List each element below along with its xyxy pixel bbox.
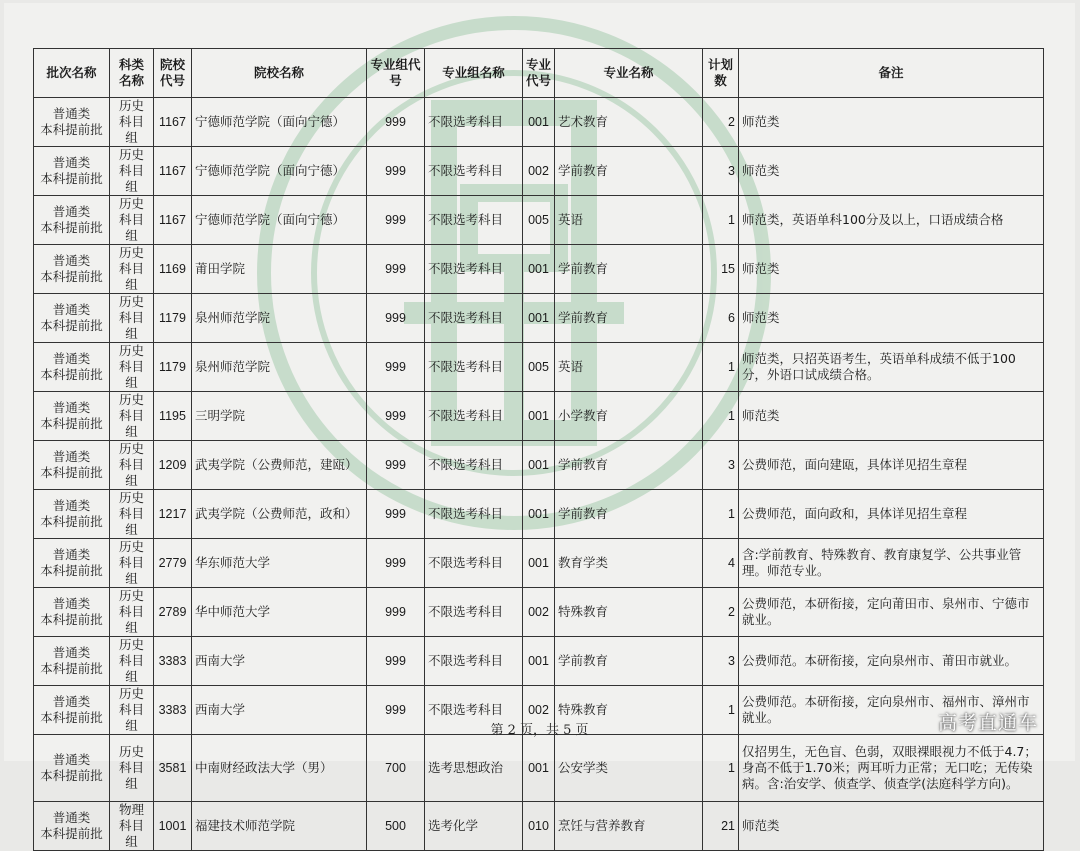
group-name-cell: 不限选考科目 [425,343,523,392]
subject-line1: 历史 [118,245,144,260]
major-code-cell: 001 [523,441,555,490]
school-code-cell: 1217 [154,490,192,539]
school-code-cell: 1001 [154,802,192,851]
subject-line2: 科目组 [118,408,144,439]
batch-line2: 本科提前批 [40,318,103,333]
subject-line1: 历史 [118,539,144,554]
note-cell: 师范类，只招英语考生，英语单科成绩不低于100分，外语口试成绩合格。 [739,343,1044,392]
subject-line1: 历史 [118,744,144,759]
batch-line1: 普通类 [52,645,91,660]
table-row [34,147,1044,196]
school-name-cell: 三明学院 [192,392,367,441]
note-cell: 含:学前教育、特殊教育、教育康复学、公共事业管理。师范专业。 [739,539,1044,588]
major-name-cell: 学前教育 [555,490,703,539]
subject-cell [110,392,154,441]
group-code-cell: 999 [367,196,425,245]
major-name-cell: 学前教育 [555,441,703,490]
batch-line2: 本科提前批 [40,416,103,431]
group-name-cell: 不限选考科目 [425,539,523,588]
group-code-cell: 999 [367,245,425,294]
school-code-cell: 1195 [154,392,192,441]
note-cell: 公费师范。本研衔接，定向泉州市、莆田市就业。 [739,637,1044,686]
batch-line2: 本科提前批 [40,710,103,725]
major-name-cell: 公安学类 [555,735,703,802]
batch-line1: 普通类 [52,810,91,825]
group-name-cell: 不限选考科目 [425,441,523,490]
table-row [34,343,1044,392]
header-major-name: 专业名称 [555,49,703,98]
school-code-cell: 1167 [154,147,192,196]
subject-line1: 物理 [118,802,144,817]
subject-cell [110,147,154,196]
subject-line1: 历史 [118,98,144,113]
batch-cell [34,588,110,637]
note-cell: 师范类 [739,245,1044,294]
group-code-cell: 999 [367,637,425,686]
batch-cell [34,392,110,441]
subject-line1: 历史 [118,147,144,162]
note-cell: 公费师范，面向政和，具体详见招生章程 [739,490,1044,539]
group-code-cell: 999 [367,539,425,588]
group-code-cell: 700 [367,735,425,802]
batch-line2: 本科提前批 [40,563,103,578]
subject-line2: 科目组 [118,653,144,684]
major-code-cell: 005 [523,343,555,392]
major-code-cell: 001 [523,98,555,147]
group-name-cell: 不限选考科目 [425,686,523,735]
header-subject: 科类名称 [110,49,154,98]
major-code-cell: 010 [523,802,555,851]
school-name-cell: 莆田学院 [192,245,367,294]
subject-cell [110,98,154,147]
batch-line2: 本科提前批 [40,269,103,284]
plan-count-cell: 1 [703,490,739,539]
school-code-cell: 1179 [154,294,192,343]
school-name-cell: 宁德师范学院（面向宁德） [192,196,367,245]
school-code-cell: 3581 [154,735,192,802]
major-code-cell: 001 [523,294,555,343]
subject-line2: 科目组 [118,555,144,586]
subject-cell [110,294,154,343]
school-code-cell: 1169 [154,245,192,294]
batch-cell [34,98,110,147]
major-name-cell: 特殊教育 [555,588,703,637]
batch-line2: 本科提前批 [40,465,103,480]
batch-cell [34,637,110,686]
school-code-cell: 1179 [154,343,192,392]
batch-cell [34,441,110,490]
note-cell: 师范类 [739,98,1044,147]
school-code-cell: 3383 [154,637,192,686]
group-code-cell: 500 [367,802,425,851]
batch-line1: 普通类 [52,694,91,709]
group-code-cell: 999 [367,588,425,637]
subject-line1: 历史 [118,441,144,456]
school-code-cell: 2789 [154,588,192,637]
school-code-cell: 1167 [154,196,192,245]
major-name-cell: 教育学类 [555,539,703,588]
table-row [34,539,1044,588]
school-code-cell: 1167 [154,98,192,147]
subject-line2: 科目组 [118,702,144,733]
brand-watermark: 高考直通车 [937,712,1038,734]
plan-count-cell: 3 [703,147,739,196]
plan-count-cell: 21 [703,802,739,851]
batch-cell [34,539,110,588]
table-row [34,588,1044,637]
plan-count-cell: 1 [703,735,739,802]
plan-count-cell: 2 [703,98,739,147]
group-code-cell: 999 [367,98,425,147]
group-code-cell: 999 [367,343,425,392]
note-cell: 师范类 [739,392,1044,441]
subject-line2: 科目组 [118,359,144,390]
school-name-cell: 武夷学院（公费师范，政和） [192,490,367,539]
subject-cell [110,245,154,294]
group-name-cell: 不限选考科目 [425,588,523,637]
subject-line1: 历史 [118,196,144,211]
subject-line2: 科目组 [118,261,144,292]
plan-count-cell: 4 [703,539,739,588]
plan-count-cell: 3 [703,441,739,490]
subject-line2: 科目组 [118,212,144,243]
major-code-cell: 005 [523,196,555,245]
school-name-cell: 西南大学 [192,686,367,735]
table-row [34,802,1044,851]
group-code-cell: 999 [367,392,425,441]
major-code-cell: 001 [523,245,555,294]
batch-line2: 本科提前批 [40,514,103,529]
subject-line1: 历史 [118,490,144,505]
major-code-cell: 001 [523,392,555,441]
batch-cell [34,294,110,343]
batch-line1: 普通类 [52,204,91,219]
school-code-cell: 1209 [154,441,192,490]
major-code-cell: 001 [523,539,555,588]
group-name-cell: 不限选考科目 [425,637,523,686]
batch-line2: 本科提前批 [40,612,103,627]
group-code-cell: 999 [367,490,425,539]
school-name-cell: 武夷学院（公费师范，建瓯） [192,441,367,490]
header-major-code: 专业代号 [523,49,555,98]
group-code-cell: 999 [367,147,425,196]
group-name-cell: 不限选考科目 [425,490,523,539]
subject-line2: 科目组 [118,163,144,194]
subject-line2: 科目组 [118,114,144,145]
batch-line2: 本科提前批 [40,171,103,186]
subject-line1: 历史 [118,343,144,358]
major-code-cell: 001 [523,637,555,686]
subject-cell [110,637,154,686]
school-name-cell: 泉州师范学院 [192,343,367,392]
school-name-cell: 宁德师范学院（面向宁德） [192,98,367,147]
major-name-cell: 艺术教育 [555,98,703,147]
major-code-cell: 001 [523,735,555,802]
plan-count-cell: 15 [703,245,739,294]
subject-cell [110,588,154,637]
subject-cell [110,735,154,802]
plan-count-cell: 1 [703,392,739,441]
table-row [34,490,1044,539]
subject-cell [110,441,154,490]
table-row [34,637,1044,686]
header-group-code: 专业组代号 [367,49,425,98]
table-row [34,245,1044,294]
plan-count-cell: 3 [703,637,739,686]
batch-line1: 普通类 [52,547,91,562]
batch-line1: 普通类 [52,106,91,121]
batch-cell [34,147,110,196]
subject-line2: 科目组 [118,760,144,791]
subject-line2: 科目组 [118,310,144,341]
school-code-cell: 2779 [154,539,192,588]
group-name-cell: 不限选考科目 [425,196,523,245]
school-name-cell: 华中师范大学 [192,588,367,637]
group-code-cell: 999 [367,441,425,490]
plan-count-cell: 2 [703,588,739,637]
table-row [34,294,1044,343]
batch-line1: 普通类 [52,302,91,317]
major-name-cell: 英语 [555,343,703,392]
major-name-cell: 小学教育 [555,392,703,441]
document-page [4,3,1075,849]
batch-line1: 普通类 [52,400,91,415]
school-name-cell: 宁德师范学院（面向宁德） [192,147,367,196]
major-code-cell: 002 [523,147,555,196]
group-name-cell: 不限选考科目 [425,392,523,441]
school-name-cell: 福建技术师范学院 [192,802,367,851]
batch-line1: 普通类 [52,752,91,767]
table-row [34,98,1044,147]
school-name-cell: 泉州师范学院 [192,294,367,343]
school-name-cell: 西南大学 [192,637,367,686]
batch-line2: 本科提前批 [40,768,103,783]
batch-line1: 普通类 [52,498,91,513]
subject-line2: 科目组 [118,818,144,849]
note-cell: 师范类 [739,802,1044,851]
subject-line2: 科目组 [118,457,144,488]
header-school-name: 院校名称 [192,49,367,98]
table-row [34,441,1044,490]
batch-line1: 普通类 [52,449,91,464]
table-header-row [34,49,1044,98]
subject-line1: 历史 [118,294,144,309]
batch-line2: 本科提前批 [40,826,103,841]
plan-count-cell: 6 [703,294,739,343]
batch-line2: 本科提前批 [40,661,103,676]
major-name-cell: 特殊教育 [555,686,703,735]
batch-cell [34,802,110,851]
batch-line2: 本科提前批 [40,122,103,137]
group-name-cell: 选考化学 [425,802,523,851]
group-name-cell: 不限选考科目 [425,245,523,294]
note-cell: 公费师范，面向建瓯，具体详见招生章程 [739,441,1044,490]
note-cell: 公费师范。本研衔接，定向泉州市、福州市、漳州市就业。 [739,686,1044,735]
batch-cell [34,490,110,539]
plan-count-cell: 1 [703,686,739,735]
page-number: 第 2 页，共 5 页 [490,723,589,738]
group-name-cell: 选考思想政治 [425,735,523,802]
header-plan: 计划数 [703,49,739,98]
batch-cell [34,343,110,392]
group-code-cell: 999 [367,294,425,343]
subject-cell [110,490,154,539]
batch-line1: 普通类 [52,351,91,366]
group-name-cell: 不限选考科目 [425,98,523,147]
batch-line2: 本科提前批 [40,367,103,382]
table-row [34,196,1044,245]
table-row [34,735,1044,802]
major-name-cell: 英语 [555,196,703,245]
subject-line1: 历史 [118,392,144,407]
note-cell: 仅招男生，无色盲、色弱，双眼裸眼视力不低于4.7；身高不低于1.70米；两耳听力正常；无口吃；无传染病。含:治安学、侦查学、侦查学(法庭科学方向)。 [739,735,1044,802]
batch-cell [34,735,110,802]
note-cell: 师范类，英语单科100分及以上，口语成绩合格 [739,196,1044,245]
subject-line2: 科目组 [118,604,144,635]
table-row [34,392,1044,441]
subject-cell [110,802,154,851]
batch-cell [34,196,110,245]
group-code-cell: 999 [367,686,425,735]
batch-line2: 本科提前批 [40,220,103,235]
school-name-cell: 华东师范大学 [192,539,367,588]
batch-line1: 普通类 [52,596,91,611]
school-code-cell: 3383 [154,686,192,735]
batch-line1: 普通类 [52,253,91,268]
major-name-cell: 学前教育 [555,637,703,686]
subject-cell [110,539,154,588]
major-code-cell: 001 [523,490,555,539]
header-batch: 批次名称 [34,49,110,98]
group-name-cell: 不限选考科目 [425,294,523,343]
batch-cell [34,245,110,294]
subject-line1: 历史 [118,588,144,603]
plan-count-cell: 1 [703,196,739,245]
header-group-name: 专业组名称 [425,49,523,98]
major-name-cell: 烹饪与营养教育 [555,802,703,851]
header-school-code: 院校代号 [154,49,192,98]
subject-line1: 历史 [118,637,144,652]
header-note: 备注 [739,49,1044,98]
major-name-cell: 学前教育 [555,147,703,196]
major-name-cell: 学前教育 [555,245,703,294]
subject-line1: 历史 [118,686,144,701]
subject-line2: 科目组 [118,506,144,537]
note-cell: 公费师范，本研衔接，定向莆田市、泉州市、宁德市就业。 [739,588,1044,637]
note-cell: 师范类 [739,147,1044,196]
plan-count-cell: 1 [703,343,739,392]
group-name-cell: 不限选考科目 [425,147,523,196]
major-code-cell: 002 [523,686,555,735]
subject-cell [110,196,154,245]
school-name-cell: 中南财经政法大学（男） [192,735,367,802]
major-name-cell: 学前教育 [555,294,703,343]
batch-line1: 普通类 [52,155,91,170]
subject-cell [110,343,154,392]
note-cell: 师范类 [739,294,1044,343]
major-code-cell: 002 [523,588,555,637]
